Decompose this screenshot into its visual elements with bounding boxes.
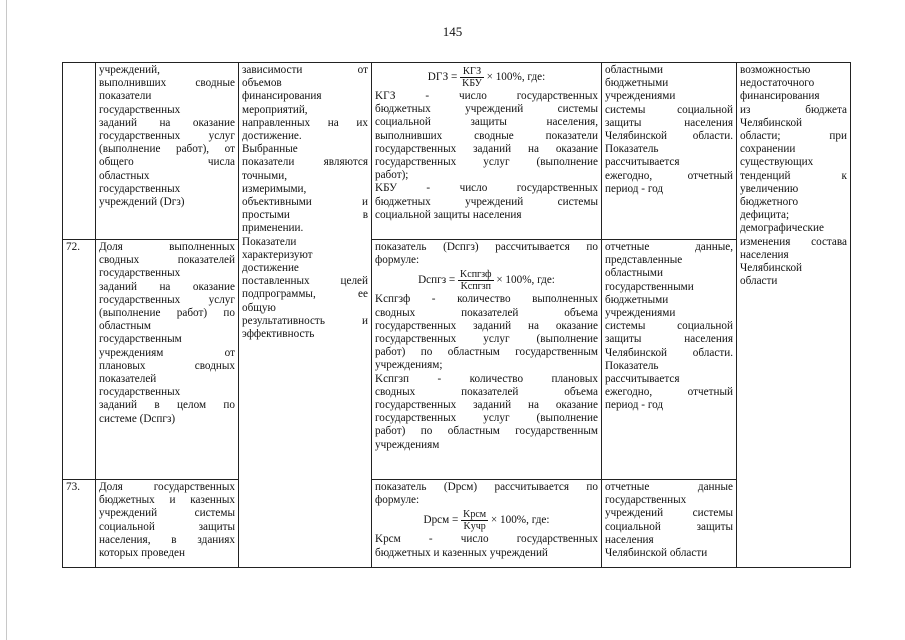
text-line: бюджетного <box>740 196 799 209</box>
text-line: государственных услуг (выполнение <box>375 412 598 425</box>
text-line: точными, <box>242 169 288 182</box>
text-line: общую <box>242 301 276 314</box>
text-line: результативность и <box>242 314 368 327</box>
text-line: Kспгзп - количество плановых <box>375 372 598 385</box>
text-line: Показатель <box>605 359 659 372</box>
text-line: защиты населения <box>605 333 733 346</box>
text-line: Kрсм - число государственных <box>375 533 598 546</box>
text-line: достижение. <box>242 130 302 143</box>
text-line: бюджетных учреждений системы <box>375 195 598 208</box>
text-line: Челябинской <box>740 116 803 129</box>
text-line: показатель (Dрсм) рассчитывается по <box>375 481 598 493</box>
formula-fraction <box>460 66 484 89</box>
text-line: выполнивших сводные <box>99 77 235 90</box>
text-line: Челябинской области. <box>605 346 733 359</box>
text-line: учреждениям от <box>99 346 235 359</box>
formula <box>375 507 598 533</box>
text-line: государственных заданий на оказание <box>375 399 598 412</box>
text-line: финансирования <box>242 90 322 103</box>
text-line: бюджетных и казенных <box>99 494 235 507</box>
text-line: работ) по областным государственным <box>375 425 598 438</box>
calculation-method <box>372 240 602 480</box>
formula-numerator: Kрсм <box>463 509 487 521</box>
text-line: которых проведен <box>99 547 186 560</box>
text-line: KГЗ - число государственных <box>375 90 598 102</box>
text-line: отчетные данные, <box>605 241 733 253</box>
formula-lhs: Dспгз = <box>418 274 459 287</box>
indicator-table <box>62 62 851 568</box>
text-line: работ) по областным государственным <box>375 346 598 359</box>
text-line: области; при <box>740 130 847 143</box>
text-line: социальной защиты <box>605 520 733 533</box>
text-line: Показатели <box>242 235 297 248</box>
scan-edge-line <box>6 0 7 640</box>
text-line: бюджетными <box>605 293 669 306</box>
text-line: заданий на оказание <box>99 280 235 293</box>
text-line: системы социальной <box>605 103 733 116</box>
text-line: государственных услуг (выполнение <box>375 333 598 346</box>
text-line: Челябинской <box>740 262 803 275</box>
text-line: (выполнение работ) по <box>99 307 235 320</box>
text-line: показатели <box>99 90 152 103</box>
text-line: ежегодно, отчетный <box>605 169 733 182</box>
text-line: показателей <box>99 373 157 386</box>
text-line: государственных <box>99 267 181 280</box>
indicator-name <box>96 63 239 240</box>
formula <box>375 267 598 293</box>
row-number: 72. <box>63 240 96 480</box>
text-line: рассчитывается <box>605 373 680 386</box>
text-line: общего числа <box>99 156 235 169</box>
text-line: сводных показателей объема <box>375 385 598 398</box>
text-line: учреждениям <box>375 438 440 451</box>
text-line: финансирования <box>740 90 820 103</box>
text-line: объективными и <box>242 196 368 209</box>
text-line: дефицита; <box>740 209 790 222</box>
data-source <box>602 480 737 568</box>
text-line: Доля выполненных <box>99 241 235 253</box>
text-line: Kспгзф - количество выполненных <box>375 293 598 306</box>
text-line: государственных <box>99 386 181 399</box>
text-line: государственных услуг (выполнение <box>375 156 598 169</box>
text-line: Челябинской области. <box>605 130 733 143</box>
formula-lhs: Dрсм = <box>423 514 462 527</box>
text-line: государственных заданий на оказание <box>375 142 598 155</box>
text-line: существующих <box>740 156 814 169</box>
text-line: простыми в <box>242 209 368 222</box>
text-line: населения <box>605 533 654 546</box>
indicator-description <box>239 63 372 568</box>
text-line: системе (Dспгз) <box>99 412 176 425</box>
text-line: направленных на их <box>242 116 368 129</box>
text-line: социальной защиты населения, <box>375 116 598 129</box>
formula-denominator: Kучр <box>463 521 486 533</box>
table-row <box>63 63 851 240</box>
text-line: населения, в зданиях <box>99 533 235 546</box>
text-line: населения <box>740 248 789 261</box>
text-line: период - год <box>605 182 664 195</box>
text-line: социальной защиты <box>99 520 235 533</box>
formula-numerator: Kспгзф <box>460 269 492 281</box>
text-line: изменения состава <box>740 235 847 248</box>
text-line: учреждений системы <box>99 507 235 520</box>
text-line: Челябинской области <box>605 547 708 560</box>
calculation-method <box>372 480 602 568</box>
text-line: тенденций к <box>740 169 847 182</box>
text-line: KБУ - число государственных <box>375 182 598 195</box>
indicator-name <box>96 240 239 480</box>
text-line: измеримыми, <box>242 182 307 195</box>
text-line: применении. <box>242 222 304 235</box>
text-line: государственных услуг <box>99 293 235 306</box>
text-line: государственных услуг <box>99 130 235 143</box>
text-line: из бюджета <box>740 103 847 116</box>
text-line: демографические <box>740 222 824 235</box>
text-line: государственных <box>99 182 181 195</box>
formula-rhs: × 100%, где: <box>493 274 555 287</box>
text-line: рассчитывается <box>605 156 680 169</box>
text-line: характеризуют <box>242 248 313 261</box>
text-line: работ); <box>375 169 409 182</box>
formula-rhs: × 100%, где: <box>483 71 546 84</box>
text-line: государственными <box>605 280 694 293</box>
text-line: областных <box>99 169 150 182</box>
indicator-name <box>96 480 239 568</box>
table-row <box>63 480 851 568</box>
text-line: эффективность <box>242 328 315 341</box>
text-line: государственных заданий на оказание <box>375 319 598 332</box>
text-line: отчетные данные <box>605 481 733 493</box>
text-line: учреждений (Dгз) <box>99 196 185 209</box>
text-line: показатели являются <box>242 156 368 169</box>
text-line: учреждениями <box>605 307 676 320</box>
formula-fraction <box>458 269 493 292</box>
table-row <box>63 240 851 480</box>
text-line: заданий в целом по <box>99 399 235 412</box>
text-line: Показатель <box>605 143 659 156</box>
formula-denominator: KБУ <box>462 78 482 89</box>
row-number: 73. <box>63 480 96 568</box>
text-line: достижение <box>242 262 299 275</box>
text-line: заданий на оказание <box>99 116 235 129</box>
calculation-method <box>372 63 602 240</box>
text-line: поставленных целей <box>242 275 368 288</box>
text-line: выполнивших сводные показатели <box>375 129 598 142</box>
risk-notes <box>737 63 851 568</box>
formula-fraction <box>461 509 488 532</box>
text-line: зависимости от <box>242 64 368 76</box>
data-source <box>602 240 737 480</box>
text-line: бюджетных и казенных учреждений <box>375 546 548 559</box>
text-line: социальной защиты населения <box>375 208 522 221</box>
text-line: недостаточного <box>740 77 815 90</box>
text-line: формуле: <box>375 494 420 507</box>
formula-lhs: DГЗ = <box>427 71 461 84</box>
text-line: формуле: <box>375 254 420 267</box>
text-line: Выбранные <box>242 143 298 156</box>
text-line: государственным <box>99 333 182 346</box>
text-line: Доля государственных <box>99 481 235 493</box>
formula <box>375 64 598 90</box>
text-line: сохранении <box>740 143 796 156</box>
text-line: показатель (Dспгз) рассчитывается по <box>375 241 598 253</box>
text-line: государственных <box>605 494 687 507</box>
text-line: областными <box>605 64 663 76</box>
text-line: бюджетных учреждений системы <box>375 103 598 116</box>
formula-numerator: KГЗ <box>460 66 484 78</box>
text-line: учреждениями <box>605 90 676 103</box>
text-line: государственных <box>99 103 181 116</box>
text-line: сводных показателей объема <box>375 306 598 319</box>
text-line: плановых сводных <box>99 359 235 372</box>
text-line: защиты населения <box>605 116 733 129</box>
text-line: объемов <box>242 77 282 90</box>
text-line: представленные <box>605 254 683 267</box>
text-line: ежегодно, отчетный <box>605 386 733 399</box>
formula-rhs: × 100%, где: <box>488 514 550 527</box>
page-number: 145 <box>442 24 463 39</box>
text-line: областным <box>99 320 151 333</box>
text-line: областными <box>605 267 663 280</box>
text-line: период - год <box>605 399 664 412</box>
text-line: учреждениям; <box>375 359 443 372</box>
text-line: учреждений системы <box>605 507 733 520</box>
text-line: (выполнение работ), от <box>99 143 235 156</box>
text-line: системы социальной <box>605 320 733 333</box>
text-line: учреждений, <box>99 64 160 76</box>
formula-denominator: Kспгзп <box>460 281 491 293</box>
data-source <box>602 63 737 240</box>
text-line: увеличению <box>740 182 799 195</box>
text-line: подпрограммы, ее <box>242 288 368 301</box>
text-line: бюджетными <box>605 77 669 90</box>
row-number <box>63 63 96 240</box>
text-line: мероприятий, <box>242 103 308 116</box>
text-line: сводных показателей <box>99 254 235 267</box>
text-line: области <box>740 275 778 288</box>
text-line: возможностью <box>740 64 811 76</box>
